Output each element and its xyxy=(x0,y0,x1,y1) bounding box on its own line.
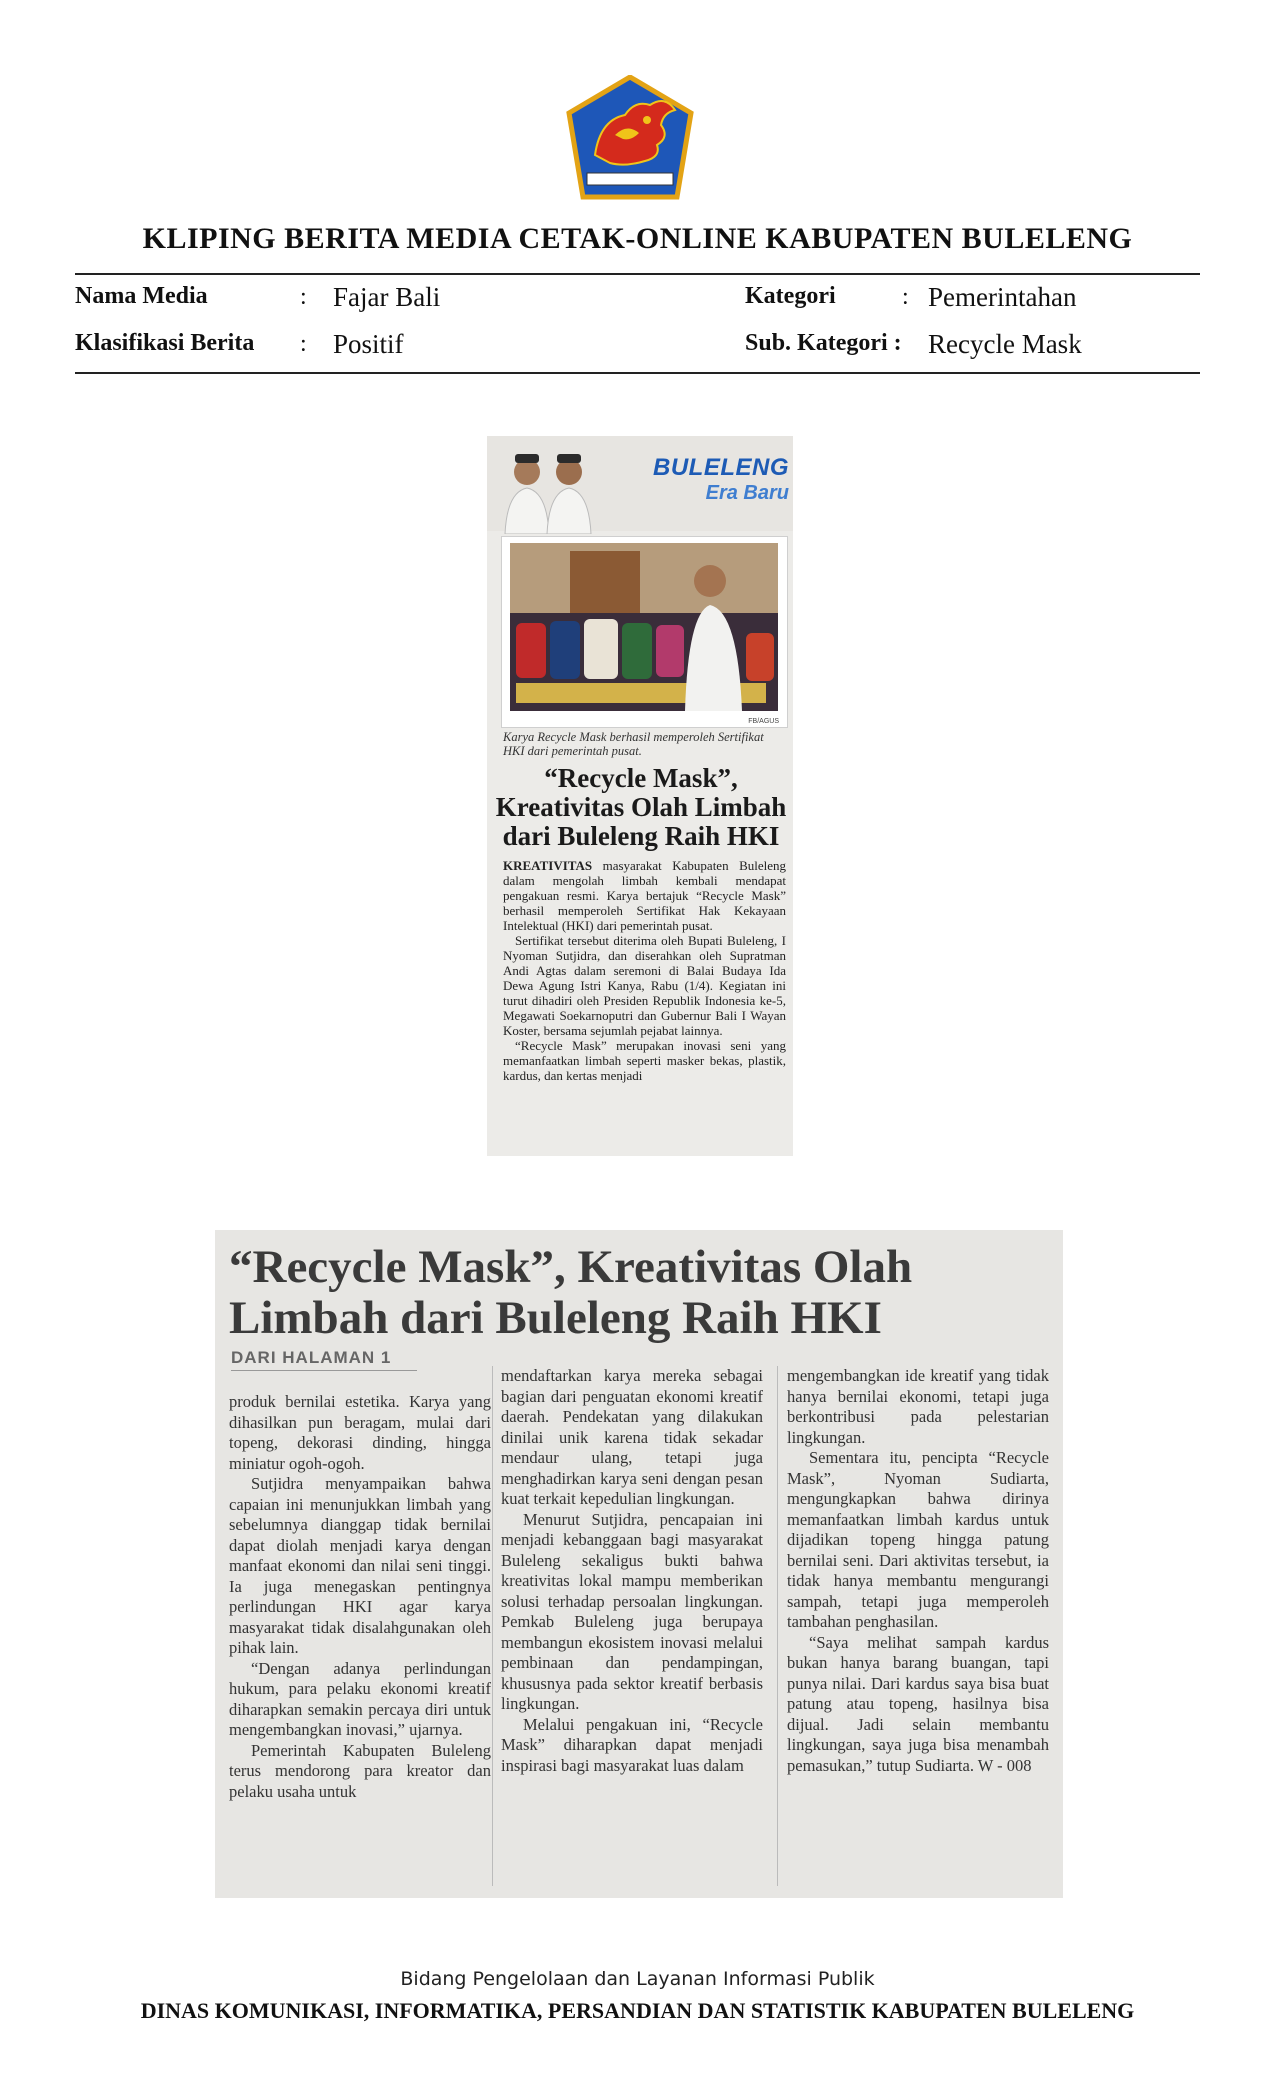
continuation-headline: “Recycle Mask”, Kreativitas Olah Limbah dari Buleleng Raih HKI xyxy=(229,1241,913,1344)
clipping-continuation xyxy=(215,1230,1063,1898)
header-divider-bottom xyxy=(75,372,1200,374)
nama-media-value: Fajar Bali xyxy=(333,282,441,312)
col2-paragraph-1: mendaftarkan karya mereka sebagai bagian dari penguatan ekonomi kreatif daerah. Pendekatan yang dilakukan dinilai unik karena tidak sekadar mendaur ulang, tetapi juga menghadirkan karya seni dengan pesan kuat terkait kepedulian lingkungan. xyxy=(501,1366,763,1508)
kategori-value: Pemerintahan xyxy=(928,282,1077,312)
from-page-rule xyxy=(231,1370,417,1371)
header-divider-top xyxy=(75,273,1200,275)
klasifikasi-value: Positif xyxy=(333,329,404,359)
officials-photo-icon xyxy=(497,444,607,534)
sub-kategori-label: Sub. Kategori : xyxy=(745,330,902,356)
kategori-colon: : xyxy=(902,284,909,310)
from-page-label: DARI HALAMAN 1 xyxy=(231,1348,392,1367)
col1-paragraph-4: Pemerintah Kabupaten Buleleng terus mendorong para kreator dan pelaku usaha untuk xyxy=(229,1740,491,1801)
lead-keyword: KREATIVITAS xyxy=(503,858,593,873)
masthead-brand-subtitle: Era Baru xyxy=(705,482,789,504)
buleleng-lion-crest-icon xyxy=(565,75,695,200)
nama-media-label: Nama Media xyxy=(75,283,208,309)
front-paragraph-3: “Recycle Mask” merupakan inovasi seni yang memanfaatkan limbah seperti masker bekas, plastik, kardus, dan kertas menjadi xyxy=(503,1038,786,1083)
klasifikasi-label: Klasifikasi Berita xyxy=(75,330,255,356)
sub-kategori-value: Recycle Mask xyxy=(928,329,1082,359)
article-column-2 xyxy=(501,1366,763,1776)
front-paragraph-1: masyarakat Kabupaten Buleleng dalam mengolah limbah kembali mendapat pengakuan resmi. Karya bertajuk “Recycle Mask” berhasil memperoleh Sertifikat Hak Kekayaan Intelektual (HKI) dari pemerintah pusat. xyxy=(503,858,786,933)
col2-paragraph-2: Menurut Sutjidra, pencapaian ini menjadi kebanggaan bagi masyarakat Buleleng sekaligus bukti bahwa kreativitas lokal mampu memberikan solusi terhadap persoalan lingkungan. Pemkab Buleleng juga berupaya membangun ekosistem inovasi melalui pembinaan dan pendampingan, khususnya pada sektor kreatif berbasis lingkungan. xyxy=(501,1509,763,1713)
col3-paragraph-3: “Saya melihat sampah kardus bukan hanya barang buangan, tapi punya nilai. Dari kardus saya bisa buat patung atau topeng, hasilnya bisa dijual. Jadi selain membantu lingkungan, saya juga bisa menambah pemasukan,” tutup Sudiarta. W - 008 xyxy=(787,1632,1049,1775)
col3-paragraph-1: mengembangkan ide kreatif yang tidak hanya bernilai ekonomi, tetapi juga berkontribusi pada pelestarian lingkungan. xyxy=(787,1366,1049,1447)
col1-paragraph-1: produk bernilai estetika. Karya yang dihasilkan pun beragam, mulai dari topeng, dekorasi dinding, hingga miniatur ogoh-ogoh. xyxy=(229,1392,491,1473)
kategori-label: Kategori xyxy=(745,283,836,309)
photo-credit: FB/AGUS xyxy=(748,718,779,725)
col1-paragraph-3: “Dengan adanya perlindungan hukum, para pelaku ekonomi kreatif diharapkan semakin percaya diri untuk mengembangkan inovasi,” ujarnya. xyxy=(229,1658,491,1739)
clipping-front-page xyxy=(487,436,793,1156)
col2-paragraph-3: Melalui pengakuan ini, “Recycle Mask” diharapkan dapat menjadi inspirasi bagi masyarakat luas dalam xyxy=(501,1714,763,1775)
footer-division: Bidang Pengelolaan dan Layanan Informasi Publik xyxy=(400,1968,875,1990)
klasifikasi-colon: : xyxy=(300,331,307,357)
col1-paragraph-2: Sutjidra menyampaikan bahwa capaian ini menunjukkan limbah yang sebelumnya dianggap tidak bernilai dapat diolah menjadi karya dengan manfaat ekonomi dan nilai seni tinggi. Ia juga menegaskan pentingnya perlindungan HKI agar karya masyarakat tidak disalahgunakan oleh pihak lain. xyxy=(229,1474,491,1657)
news-photo-frame xyxy=(501,536,788,728)
column-divider-2 xyxy=(777,1366,778,1886)
front-article-body xyxy=(503,858,786,1083)
front-paragraph-2: Sertifikat tersebut diterima oleh Bupati Buleleng, I Nyoman Sutjidra, dan diserahkan oleh Supratman Andi Agtas dalam seremoni di Balai Budaya Ida Dewa Agung Istri Kanya, Rabu (1/4). Kegiatan ini turut dihadiri oleh Presiden Republik Indonesia ke-5, Megawati Soekarnoputri dan Gubernur Bali I Wayan Koster, bersama sejumlah pejabat lainnya. xyxy=(503,933,786,1038)
column-divider-1 xyxy=(492,1366,493,1886)
article-column-3 xyxy=(787,1366,1049,1776)
article-column-1 xyxy=(229,1392,491,1802)
footer-office: DINAS KOMUNIKASI, INFORMATIKA, PERSANDIAN DAN STATISTIK KABUPATEN BULELENG xyxy=(140,1998,1135,2023)
masthead-brand: BULELENG xyxy=(653,454,789,481)
recycle-mask-photo-icon xyxy=(510,543,778,711)
page-title: KLIPING BERITA MEDIA CETAK-ONLINE KABUPATEN BULELENG xyxy=(142,222,1133,255)
col3-paragraph-2: Sementara itu, pencipta “Recycle Mask”, Nyoman Sudiarta, mengungkapkan bahwa dirinya memanfaatkan limbah kardus untuk dijadikan topeng hingga patung bernilai seni. Dari aktivitas tersebut, ia tidak hanya membantu mengurangi sampah, tetapi juga memperoleh tambahan penghasilan. xyxy=(787,1448,1049,1631)
front-headline: “Recycle Mask”, Kreativitas Olah Limbah dari Buleleng Raih HKI xyxy=(495,763,787,851)
nama-media-colon: : xyxy=(300,284,307,310)
photo-caption: Karya Recycle Mask berhasil memperoleh Sertifikat HKI dari pemerintah pusat. xyxy=(503,730,764,758)
